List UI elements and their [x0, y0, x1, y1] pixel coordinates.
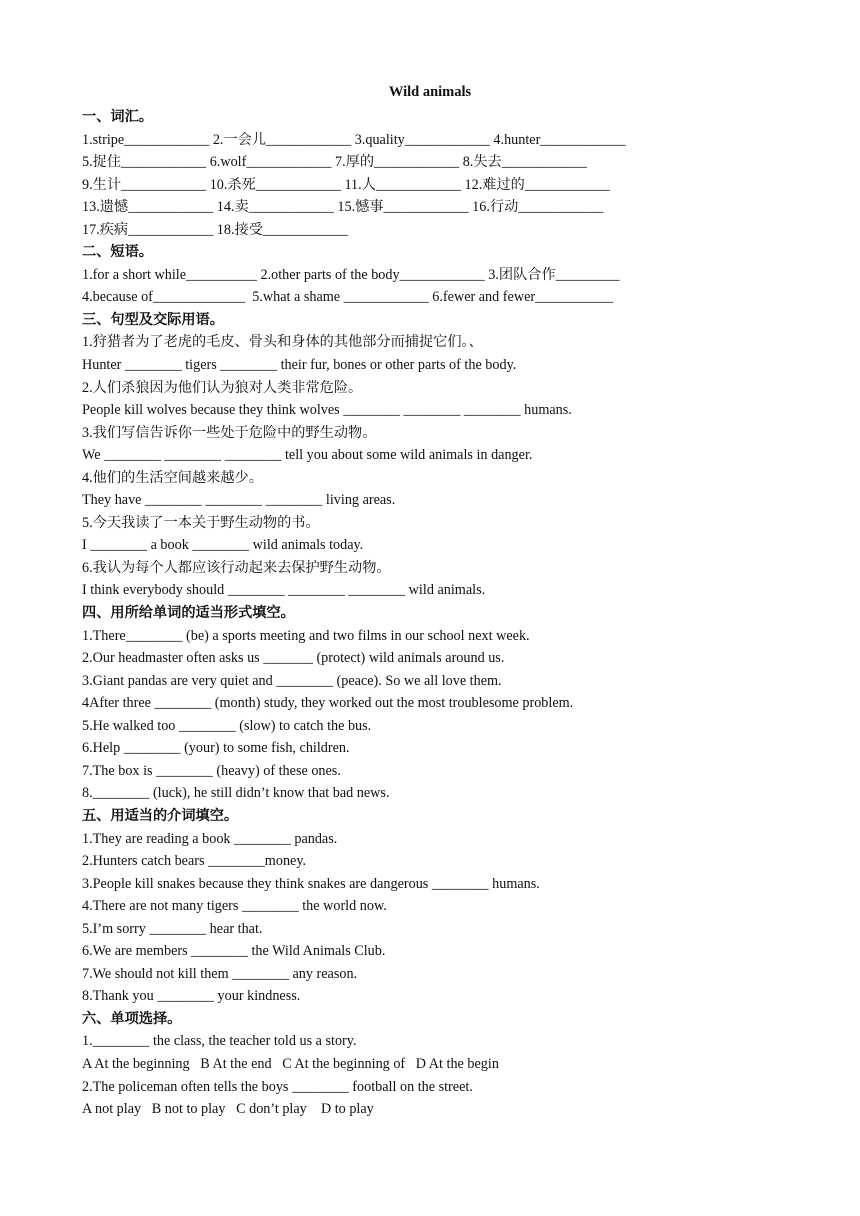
- exercise-line: 2.Hunters catch bears ________money.: [82, 853, 307, 870]
- worksheet-body: [82, 106, 802, 1121]
- exercise-line: They have ________ ________ ________ living areas.: [82, 492, 396, 509]
- exercise-line: 9.生计____________ 10.杀死____________ 11.人____________ 12.难过的____________: [82, 176, 610, 193]
- worksheet-title: Wild animals: [388, 84, 472, 100]
- exercise-line: 8.Thank you ________ your kindness.: [82, 988, 301, 1005]
- exercise-line: 6.Help ________ (your) to some fish, children.: [82, 740, 350, 757]
- exercise-line: 4.他们的生活空间越来越少。: [82, 469, 263, 486]
- exercise-line: 7.The box is ________ (heavy) of these ones.: [82, 762, 341, 779]
- exercise-line: I ________ a book ________ wild animals today.: [82, 537, 364, 554]
- exercise-line: 3.Giant pandas are very quiet and ________ (peace). So we all love them.: [82, 672, 502, 689]
- exercise-line: 5.今天我读了一本关于野生动物的书。: [82, 514, 320, 531]
- section-heading: 二、短语。: [82, 244, 153, 261]
- exercise-line: 5.He walked too ________ (slow) to catch the bus.: [82, 717, 372, 734]
- exercise-line: 1.They are reading a book ________ pandas.: [82, 830, 338, 847]
- exercise-line: Hunter ________ tigers ________ their fur, bones or other parts of the body.: [82, 357, 517, 374]
- exercise-line: People kill wolves because they think wolves ________ ________ ________ humans.: [82, 402, 572, 419]
- exercise-line: A At the beginning B At the end C At the beginning of D At the begin: [82, 1055, 499, 1072]
- section-heading: 一、词汇。: [82, 109, 153, 125]
- section-heading: 三、句型及交际用语。: [82, 311, 224, 328]
- exercise-line: 2.The policeman often tells the boys ________ football on the street.: [82, 1078, 473, 1095]
- exercise-line: 1.________ the class, the teacher told us a story.: [82, 1033, 357, 1050]
- exercise-line: 5.I’m sorry ________ hear that.: [82, 920, 263, 937]
- exercise-line: 8.________ (luck), he still didn’t know that bad news.: [82, 785, 390, 802]
- exercise-line: 7.We should not kill them ________ any reason.: [82, 965, 358, 982]
- exercise-line: 3.我们写信告诉你一些处于危险中的野生动物。: [82, 424, 377, 441]
- exercise-line: I think everybody should ________ ________ ________ wild animals.: [82, 582, 486, 599]
- exercise-line: 6.We are members ________ the Wild Animals Club.: [82, 943, 386, 960]
- section-heading: 五、用适当的介词填空。: [82, 807, 239, 824]
- exercise-line: 1.There________ (be) a sports meeting and two films in our school next week.: [82, 627, 530, 644]
- exercise-line: 4.There are not many tigers ________ the world now.: [82, 898, 387, 915]
- exercise-line: 2.人们杀狼因为他们认为狼对人类非常危险。: [82, 379, 363, 396]
- exercise-line: 13.遗憾____________ 14.卖____________ 15.憾事____________ 16.行动____________: [82, 199, 604, 216]
- exercise-line: 1.狩猎者为了老虎的毛皮、骨头和身体的其他部分而捕捉它们。、: [82, 334, 483, 351]
- exercise-line: 1.for a short while__________ 2.other parts of the body____________ 3.团队合作_________: [82, 266, 620, 283]
- exercise-line: 2.Our headmaster often asks us _______ (protect) wild animals around us.: [82, 650, 505, 667]
- exercise-line: 4After three ________ (month) study, they worked out the most troublesome problem.: [82, 695, 574, 712]
- section-heading: 四、用所给单词的适当形式填空。: [82, 605, 295, 622]
- exercise-line: 5.捉住____________ 6.wolf____________ 7.厚的____________ 8.失去____________: [82, 154, 587, 171]
- exercise-line: 17.疾病____________ 18.接受____________: [82, 221, 349, 238]
- exercise-line: 3.People kill snakes because they think snakes are dangerous ________ humans.: [82, 875, 540, 892]
- exercise-line: 6.我认为每个人都应该行动起来去保护野生动物。: [82, 559, 391, 576]
- exercise-line: 4.because of_____________ 5.what a shame ____________ 6.fewer and fewer___________: [82, 289, 614, 306]
- exercise-line: We ________ ________ ________ tell you about some wild animals in danger.: [82, 447, 533, 464]
- exercise-line: A not play B not to play C don’t play D to play: [82, 1101, 374, 1118]
- exercise-line: 1.stripe____________ 2.一会儿____________ 3.quality____________ 4.hunter____________: [82, 131, 626, 148]
- section-heading: 六、单项选择。: [82, 1010, 182, 1027]
